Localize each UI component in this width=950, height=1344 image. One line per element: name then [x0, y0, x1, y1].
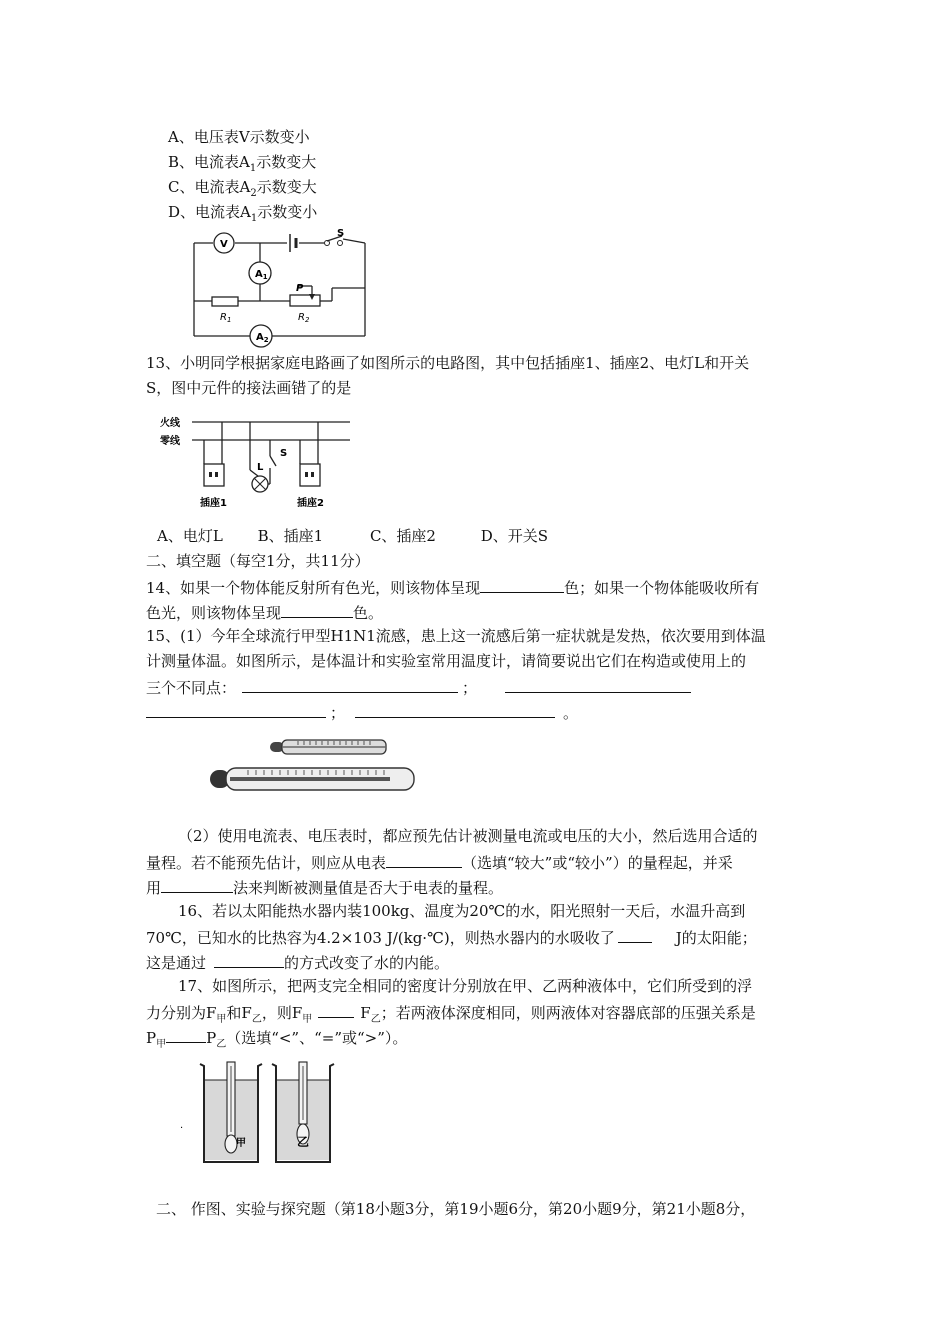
q13-option-c: C、插座2	[369, 527, 436, 545]
q15-blank-4[interactable]	[355, 701, 555, 718]
q15-blank-1[interactable]	[242, 676, 458, 693]
q17-blank-1[interactable]	[318, 1001, 354, 1018]
q12-option-d: D、电流表$A_1$示数变小	[168, 203, 318, 224]
socket-2-hole-left	[305, 472, 308, 477]
q14-blank-2[interactable]	[281, 601, 353, 618]
socket-2-icon	[300, 464, 320, 486]
live-wire-label: 火线	[160, 418, 180, 429]
q15-line4: ； 。	[146, 701, 578, 723]
q15-part2-line1: （2）使用电流表、电压表时，都应预先估计被测量电流或电压的大小，然后选用合适的	[178, 827, 758, 845]
clinical-thermometer-image	[268, 738, 388, 758]
q15-part2-line2: 量程。若不能预先估计，则应从电表 （选填“较大”或“较小”）的量程起，并采	[146, 851, 733, 873]
q12-circuit-diagram	[180, 228, 380, 343]
switch-contact-left	[325, 241, 330, 246]
q12-option-c: C、电流表$A_2$示数变大	[168, 178, 317, 199]
q17-hydrometer-figure	[178, 1058, 348, 1168]
lab-thermometer-image	[208, 764, 418, 794]
q15-blank-3[interactable]	[146, 701, 326, 718]
q13-household-circuit-diagram	[160, 408, 360, 518]
q17-line2: 力分别为$F_甲$和$F_乙$，则$F_甲$ $F_乙$；若两液体深度相同，则两液体对容器底部的压强关系是	[146, 1001, 756, 1030]
rheostat-r2-label: $R_2$	[298, 312, 310, 324]
q17-line3: $P_甲$ $P_乙$（选填“<”、“=”或“>”）。	[146, 1026, 407, 1055]
stray-dot: .	[180, 1120, 184, 1131]
q17-blank-2[interactable]	[166, 1026, 206, 1043]
slider-label: P	[296, 283, 304, 294]
section-2-title: 二、填空题（每空1分，共11分）	[146, 552, 370, 570]
resistor-r1-label: $R_1$	[220, 312, 232, 324]
switch-label: S	[280, 448, 288, 459]
label-yi: 乙	[297, 1135, 310, 1149]
beaker-jia	[200, 1062, 262, 1162]
q15-part2-blank-1[interactable]	[386, 851, 462, 868]
q13-option-d: D、开关S	[480, 527, 549, 545]
q13-option-a: A、电灯L	[157, 527, 223, 545]
socket-2-label: 插座2	[297, 498, 324, 509]
q15-line3: 三个不同点： ；	[146, 676, 691, 698]
voltmeter-label: V	[220, 239, 228, 250]
socket-1-label: 插座1	[200, 498, 227, 509]
q15-part2-blank-2[interactable]	[161, 876, 233, 893]
socket-1-hole-left	[209, 472, 212, 477]
q13-stem-line2: S，图中元件的接法画错了的是	[146, 379, 352, 397]
socket-1-icon	[204, 464, 224, 486]
q16-line2: 70℃，已知水的比热容为4.2×103 J/(kg·℃)，则热水器内的水吸收了 J的太阳能；	[146, 926, 757, 948]
q17-line1: 17、如图所示，把两支完全相同的密度计分别放在甲、乙两种液体中，它们所受到的浮	[178, 977, 753, 995]
ammeter-a2-label: $A_2$	[256, 332, 269, 344]
neutral-wire-label: 零线	[160, 436, 180, 447]
switch-contact-right	[338, 241, 343, 246]
q15-blank-2[interactable]	[505, 676, 691, 693]
q16-blank-2[interactable]	[214, 951, 284, 968]
label-jia: 甲	[236, 1138, 246, 1149]
q16-blank-1[interactable]	[618, 926, 652, 943]
resistor-r1-icon	[212, 297, 238, 306]
section-3-title: 二、 作图、实验与探究题（第18小题3分，第19小题6分，第20小题9分，第21小题8分，	[156, 1200, 756, 1218]
q14-line2: 色光，则该物体呈现 色。	[146, 601, 383, 623]
rheostat-r2-icon	[290, 295, 320, 306]
lamp-label: L	[257, 462, 264, 473]
beaker-yi	[272, 1062, 334, 1162]
q13-options	[157, 526, 548, 546]
switch-label: S	[337, 228, 345, 239]
q13-option-b: B、插座1	[257, 527, 324, 545]
q16-line3: 这是通过 的方式改变了水的内能。	[146, 951, 449, 973]
q15-line1: 15、(1）今年全球流行甲型H1N1流感，患上这一流感后第一症状就是发热，依次要用到体温	[146, 627, 766, 645]
q13-stem-line1: 13、小明同学根据家庭电路画了如图所示的电路图，其中包括插座1、插座2、电灯L和开关	[146, 354, 750, 372]
q14-line1: 14、如果一个物体能反射所有色光，则该物体呈现 色；如果一个物体能吸收所有	[146, 576, 759, 598]
q12-option-a: A、电压表V示数变小	[168, 128, 310, 146]
q12-option-b: B、电流表$A_1$示数变大	[168, 153, 317, 174]
ammeter-a1-label: $A_1$	[255, 269, 268, 281]
q16-line1: 16、若以太阳能热水器内装100kg、温度为20℃的水，阳光照射一天后，水温升高到	[178, 902, 746, 920]
q14-blank-1[interactable]	[480, 576, 564, 593]
q15-part2-line3: 用 法来判断被测量值是否大于电表的量程。	[146, 876, 503, 898]
q15-line2: 计测量体温。如图所示，是体温计和实验室常用温度计，请简要说出它们在构造或使用上的	[146, 652, 747, 670]
socket-1-hole-right	[215, 472, 218, 477]
socket-2-hole-right	[311, 472, 314, 477]
